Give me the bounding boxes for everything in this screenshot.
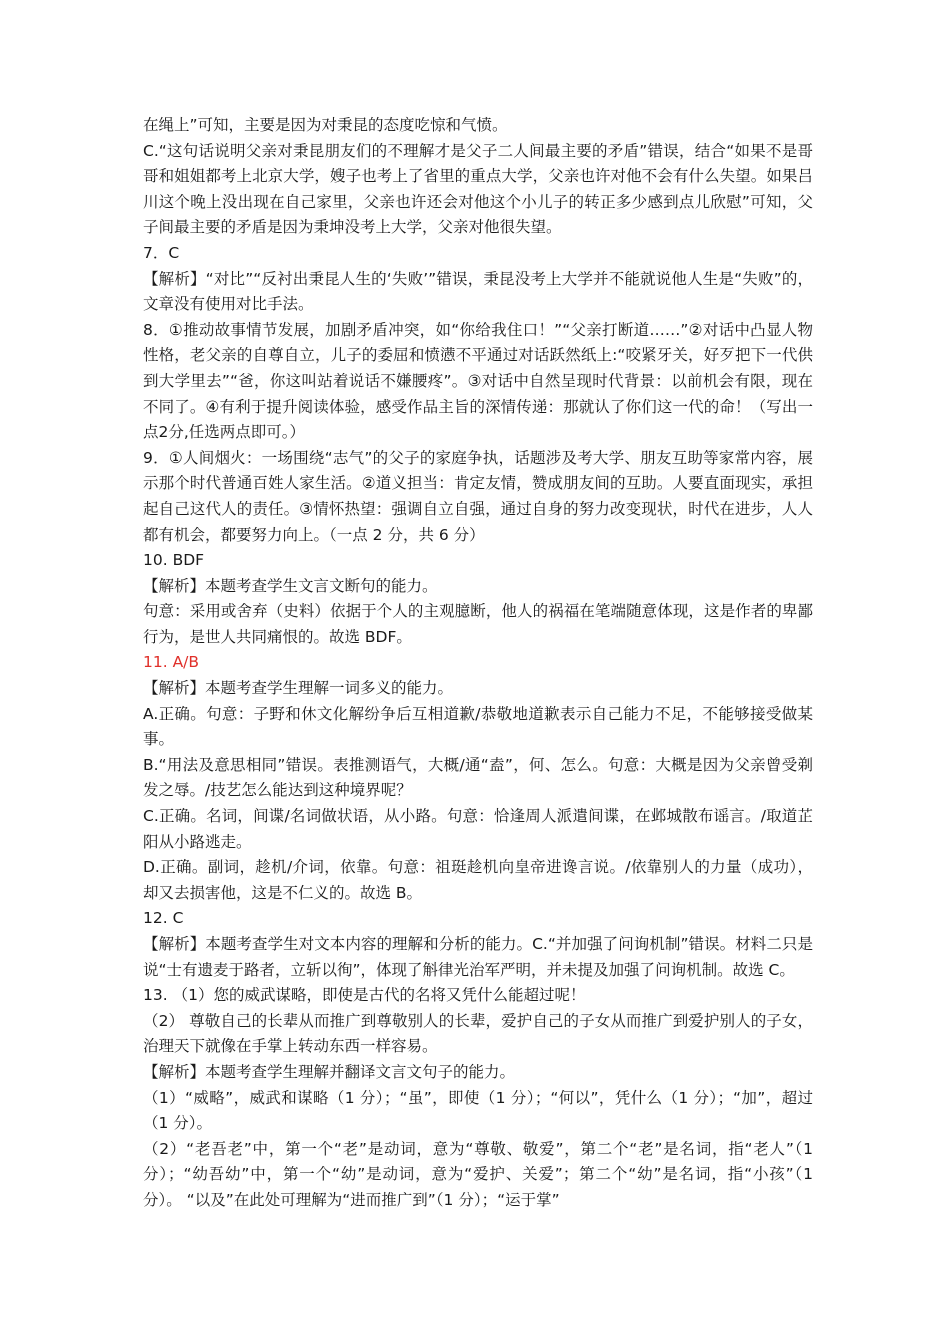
question-13-part-2: （2） 尊敬自己的长辈从而推广到尊敬别人的长辈，爱护自己的子女从而推广到爱护别人的子女，治理天下就像在手掌上转动东西一样容易。 (143, 1011, 813, 1056)
question-10-analysis: 【解析】本题考查学生文言文断句的能力。 (143, 576, 438, 595)
text-line: C.“这句话说明父亲对秉昆朋友们的不理解才是父子二人间最主要的矛盾”错误，结合“如果不是哥哥和姐姐都考上北京大学，嫂子也考上了省里的重点大学，父亲也许对他不会有什么失望。如果吕川这个晚上没出现在自己家里，父亲也许还会对他这个小儿子的转正多少感到点儿欣慰”可知，父子间最主要的矛盾是因为秉坤没考上大学，父亲对他很失望。 (143, 141, 813, 237)
question-11-answer: 11. A/B (143, 653, 200, 672)
question-10-answer: 10. BDF (143, 551, 205, 570)
question-13-analysis-2: （2）“老吾老”中，第一个“老”是动词，意为“尊敬、敬爱”，第二个“老”是名词，指“老人”（1 分）；“幼吾幼”中，第一个“幼”是动词，意为“爱护、关爱”；第二个“幼”是名词，指“小孩”（1 分）。 “以及”在此处可理解为“进而推广到”（1 分）；“运于掌” (143, 1139, 813, 1209)
question-11-analysis: 【解析】本题考查学生理解一词多义的能力。 (143, 679, 454, 698)
question-11-option-d: D.正确。副词，趁机/介词，依靠。句意：祖珽趁机向皇帝进谗言说。/依靠别人的力量（成功），却又去损害他，这是不仁义的。故选 B。 (143, 858, 813, 902)
question-11-option-c: C.正确。名词，间谍/名词做状语，从小路。句意：恰逢周人派遣间谍，在邺城散布谣言。/取道芷阳从小路逃走。 (143, 807, 813, 851)
question-7-analysis: 【解析】“对比”“反衬出秉昆人生的‘失败’”错误，秉昆没考上大学并不能就说他人生是“失败”的，文章没有使用对比手法。 (143, 269, 813, 314)
question-10-translation: 句意：采用或舍弃（史料）依据于个人的主观臆断，他人的祸福在笔端随意体现，这是作者的卑鄙行为，是世人共同痛恨的。故选 BDF。 (143, 602, 813, 646)
question-13-part-1: 13. （1）您的威武谋略，即使是古代的名将又凭什么能超过呢！ (143, 986, 586, 1005)
text-line: 在绳上”可知，主要是因为对秉昆的态度吃惊和气愤。 (143, 116, 508, 134)
question-9-answer: 9．①人间烟火：一场围绕“志气”的父子的家庭争执，话题涉及考大学、朋友互助等家常内容，展示那个时代普通百姓人家生活。②道义担当：肯定友情，赞成朋友间的互助。人要直面现实，承担起自己这代人的责任。③情怀热望：强调自立自强，通过自身的努力改变现状，时代在进步，人人都有机会，都要努力向上。（一点 2 分，共 6 分） (143, 448, 813, 544)
question-11-option-b: B.“用法及意思相同”错误。表推测语气，大概/通“盍”，何、怎么。句意：大概是因为父亲曾受剃发之辱。/技艺怎么能达到这种境界呢？ (143, 755, 813, 800)
question-11-option-a: A.正确。句意：子野和休文化解纷争后互相道歉/恭敬地道歉表示自己能力不足，不能够接受做某事。 (143, 704, 813, 749)
answer-key-page (143, 113, 813, 1214)
question-13-analysis: 【解析】本题考查学生理解并翻译文言文句子的能力。 (143, 1062, 516, 1081)
question-13-analysis-1: （1）“威略”，威武和谋略（1 分）；“虽”，即使（1 分）；“何以”，凭什么（1 分）；“加”，超过（1 分）。 (143, 1088, 813, 1133)
question-7-answer: 7．C (143, 243, 180, 262)
question-8-answer: 8．①推动故事情节发展，加剧矛盾冲突，如“你给我住口！”“父亲打断道……”②对话中凸显人物性格，老父亲的自尊自立，儿子的委屈和愤懑不平通过对话跃然纸上:“咬紧牙关，好歹把下一代供到大学里去”“爸，你这叫站着说话不嫌腰疼”。③对话中自然呈现时代背景：以前机会有限，现在不同了。④有利于提升阅读体验，感受作品主旨的深情传递：那就认了你们这一代的命！（写出一点2分,任选两点即可。） (143, 320, 813, 442)
question-12-analysis: 【解析】本题考查学生对文本内容的理解和分析的能力。C.“并加强了问询机制”错误。材料二只是说“士有遗麦于路者，立斩以徇”，体现了斛律光治军严明，并未提及加强了问询机制。故选 C。 (143, 935, 813, 979)
question-12-answer: 12. C (143, 909, 184, 928)
